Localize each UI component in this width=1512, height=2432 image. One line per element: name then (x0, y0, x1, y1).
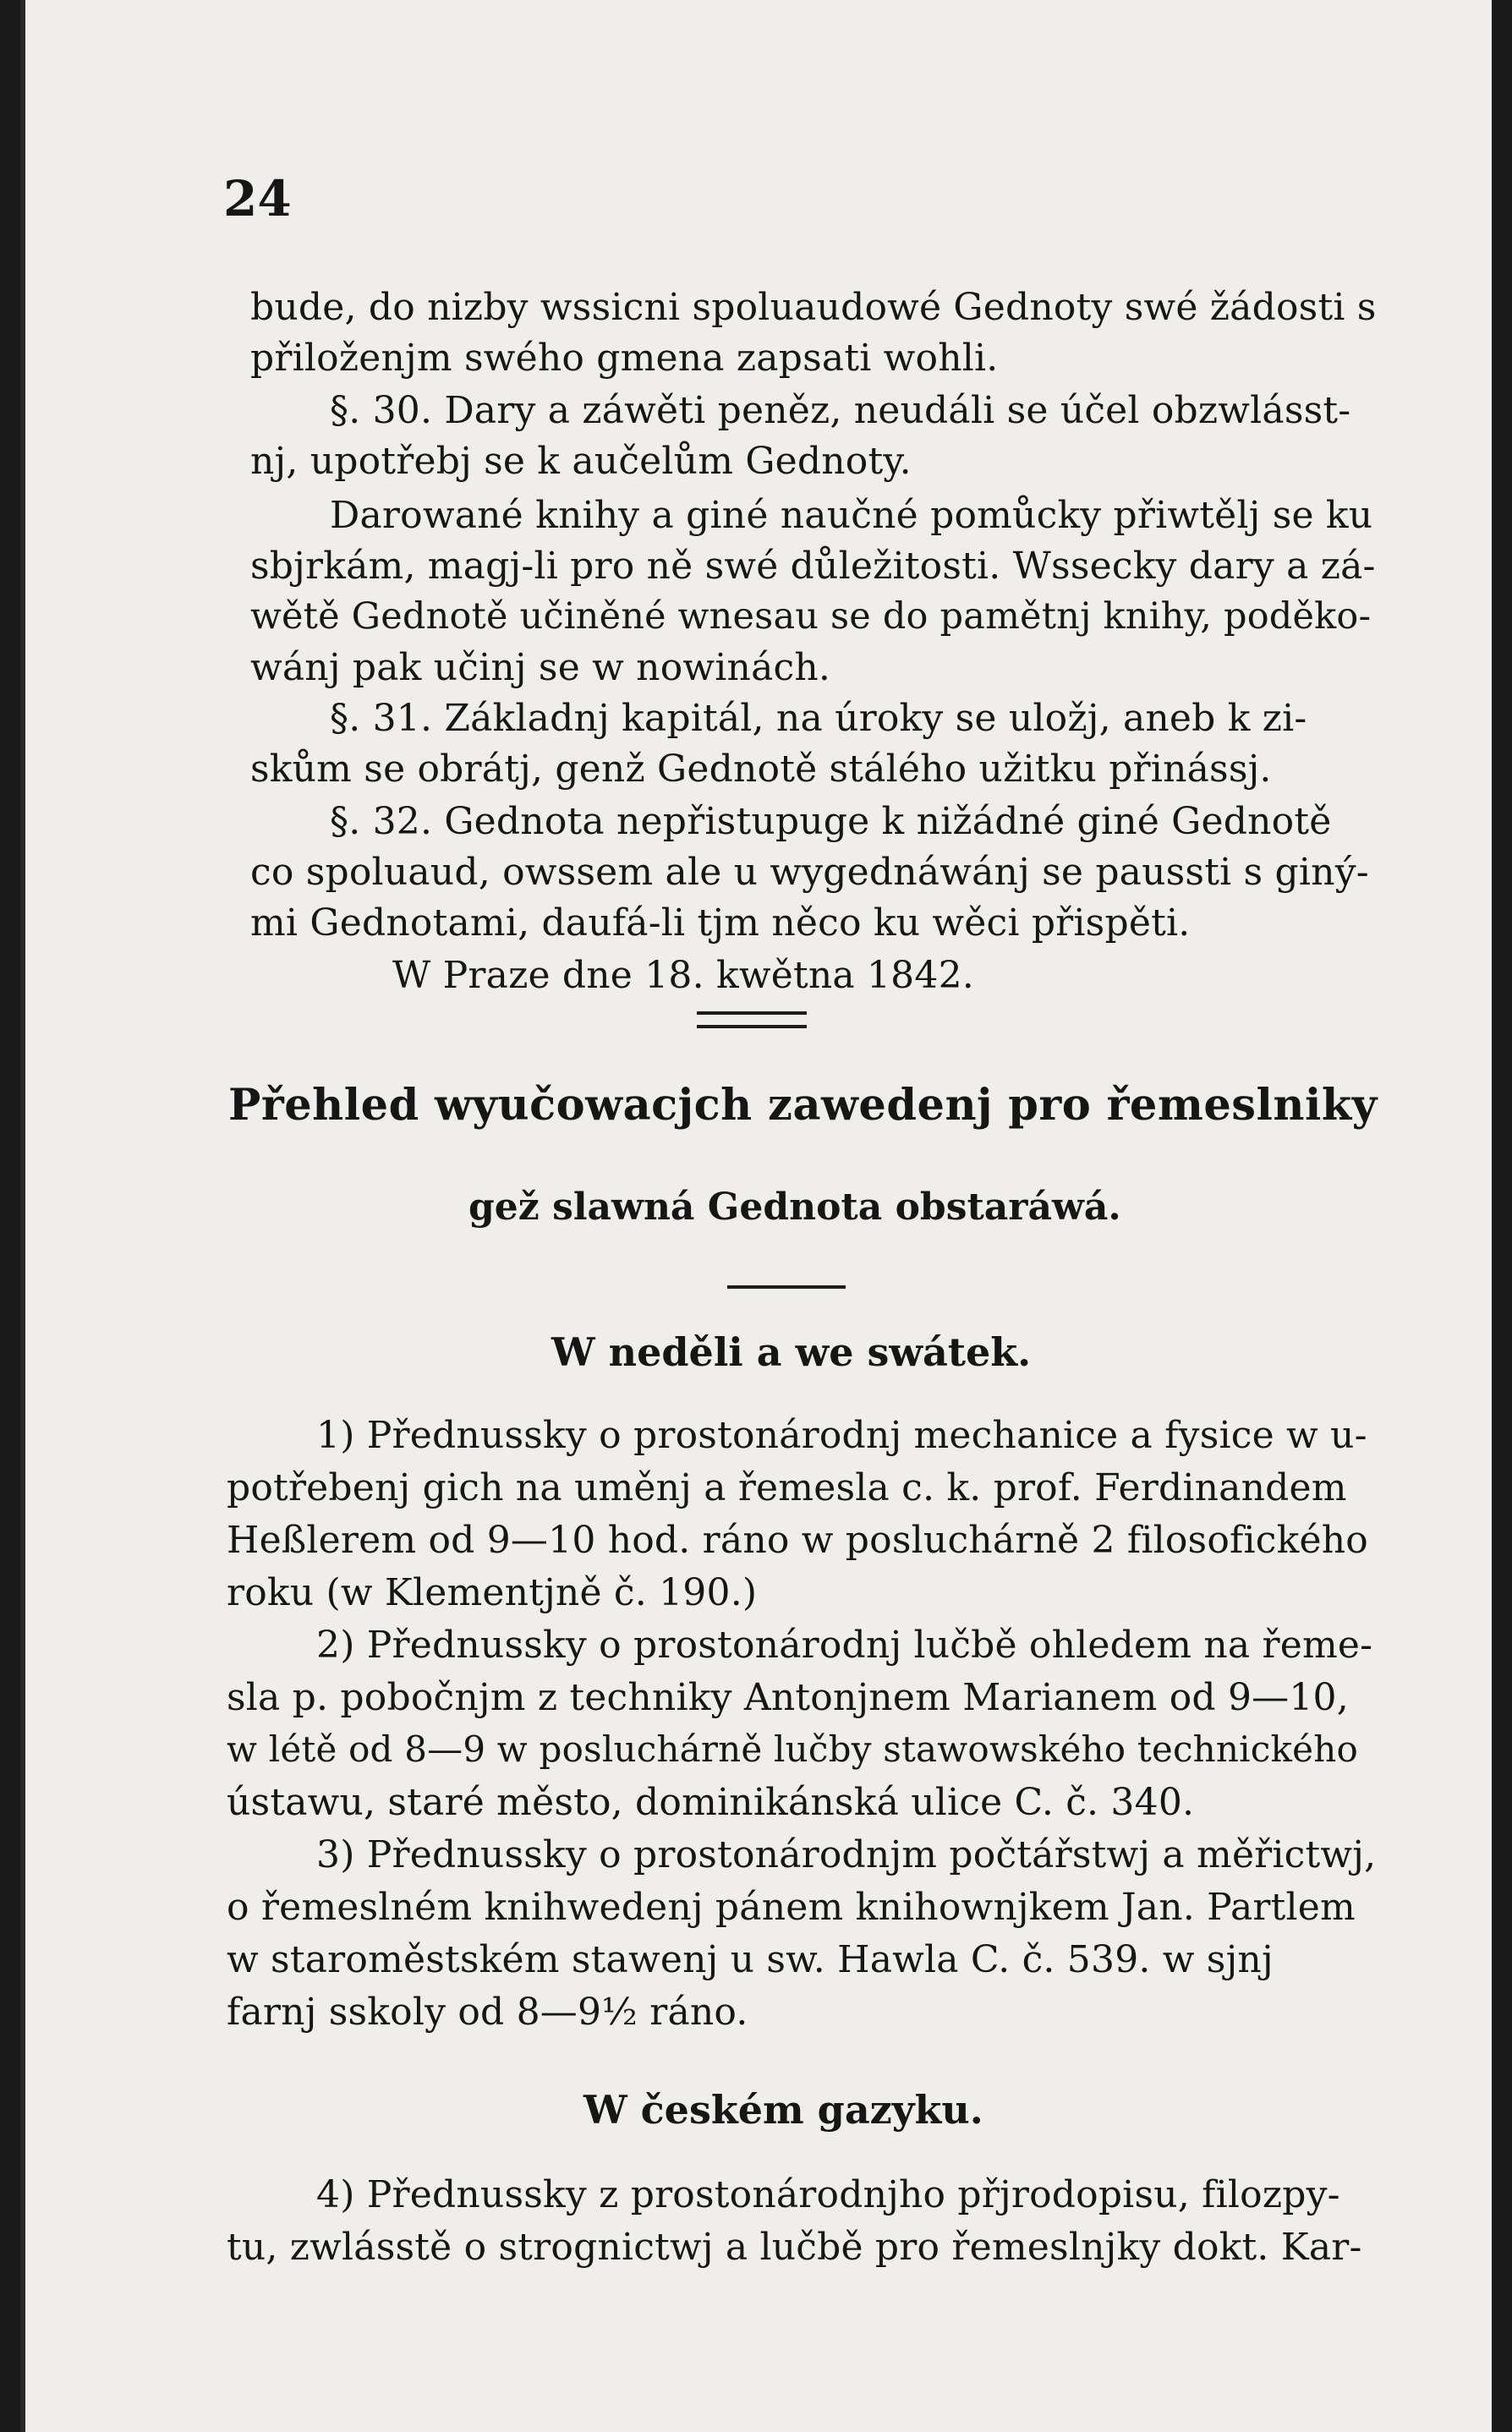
text-line: potřebenj gich na uměnj a řemesla c. k. prof. Ferdinandem (227, 1466, 1347, 1509)
section-31-line: §. 31. Základnj kapitál, na úroky se uložj, aneb k zi- (330, 697, 1307, 740)
text-line: přiloženjm swého gmena zapsati wohli. (250, 337, 999, 380)
date-line: W Praze dne 18. kwětna 1842. (392, 954, 974, 997)
text-line: Darowané knihy a giné naučné pomůcky přiwtělj se ku (330, 494, 1373, 537)
text-line: w létě od 8—9 w posluchárně lučby stawowského technického (227, 1728, 1358, 1770)
text-line: roku (w Klementjně č. 190.) (227, 1571, 758, 1614)
binding-edge (20, 0, 25, 2432)
section-heading-czech: W českém gazyku. (583, 2087, 983, 2133)
text-line: co spoluaud, owssem ale u wygednáwánj se paussti s giný- (250, 851, 1369, 894)
subtitle: gež slawná Gednota obstaráwá. (468, 1186, 1121, 1229)
page (20, 0, 1492, 2432)
text-line: skům se obrátj, genž Gednotě stálého užitku přinássj. (250, 748, 1272, 791)
text-line: mi Gednotami, daufá-li tjm něco ku wěci přispěti. (250, 901, 1191, 945)
section-30-line: §. 30. Dary a záwěti peněz, neudáli se účel obzwlásst- (330, 389, 1351, 432)
divider (727, 1285, 846, 1289)
course-item: 4) Přednussky z prostonárodnjho přjrodopisu, filozpy- (316, 2173, 1340, 2216)
course-item: 1) Přednussky o prostonárodnj mechanice a fysice w u- (316, 1414, 1367, 1457)
text-line: wánj pak učinj se w nowinách. (250, 646, 831, 689)
text-line: wětě Gednotě učiněné wnesau se do pamětnj knihy, poděko- (250, 595, 1372, 638)
text-line: nj, upotřebj se k aučelům Gednoty. (250, 440, 912, 483)
page-number: 24 (223, 170, 292, 227)
main-title: Přehled wyučowacjch zawedenj pro řemeslniky (228, 1080, 1378, 1131)
course-item: 2) Přednussky o prostonárodnj lučbě ohledem na řeme- (316, 1624, 1373, 1667)
text-line: w staroměstském stawenj u sw. Hawla C. č. 539. w sjnj (227, 1938, 1274, 1981)
text-line: Heßlerem od 9—10 hod. ráno w posluchárně 2 filosofického (227, 1519, 1368, 1562)
text-line: farnj sskoly od 8—9½ ráno. (227, 1991, 748, 2034)
divider-double (697, 1011, 807, 1028)
text-line: bude, do nizby wssicni spoluaudowé Gednoty swé žádosti s (250, 286, 1377, 329)
text-line: tu, zwlásstě o strognictwj a lučbě pro řemeslnjky dokt. Kar- (227, 2226, 1362, 2269)
text-line: o řemeslném knihwedenj pánem knihownjkem Jan. Partlem (227, 1886, 1356, 1929)
course-item: 3) Přednussky o prostonárodnjm počtářstwj a měřictwj, (316, 1833, 1377, 1876)
section-32-line: §. 32. Gednota nepřistupuge k nižádné giné Gednotě (330, 800, 1332, 843)
section-heading-sunday: W neděli a we swátek. (551, 1329, 1032, 1375)
text-line: ústawu, staré město, dominikánská ulice C. č. 340. (227, 1781, 1195, 1824)
text-line: sbjrkám, magj-li pro ně swé důležitosti. Wssecky dary a zá- (250, 545, 1376, 588)
text-line: sla p. pobočnjm z techniky Antonjnem Marianem od 9—10, (227, 1676, 1349, 1719)
